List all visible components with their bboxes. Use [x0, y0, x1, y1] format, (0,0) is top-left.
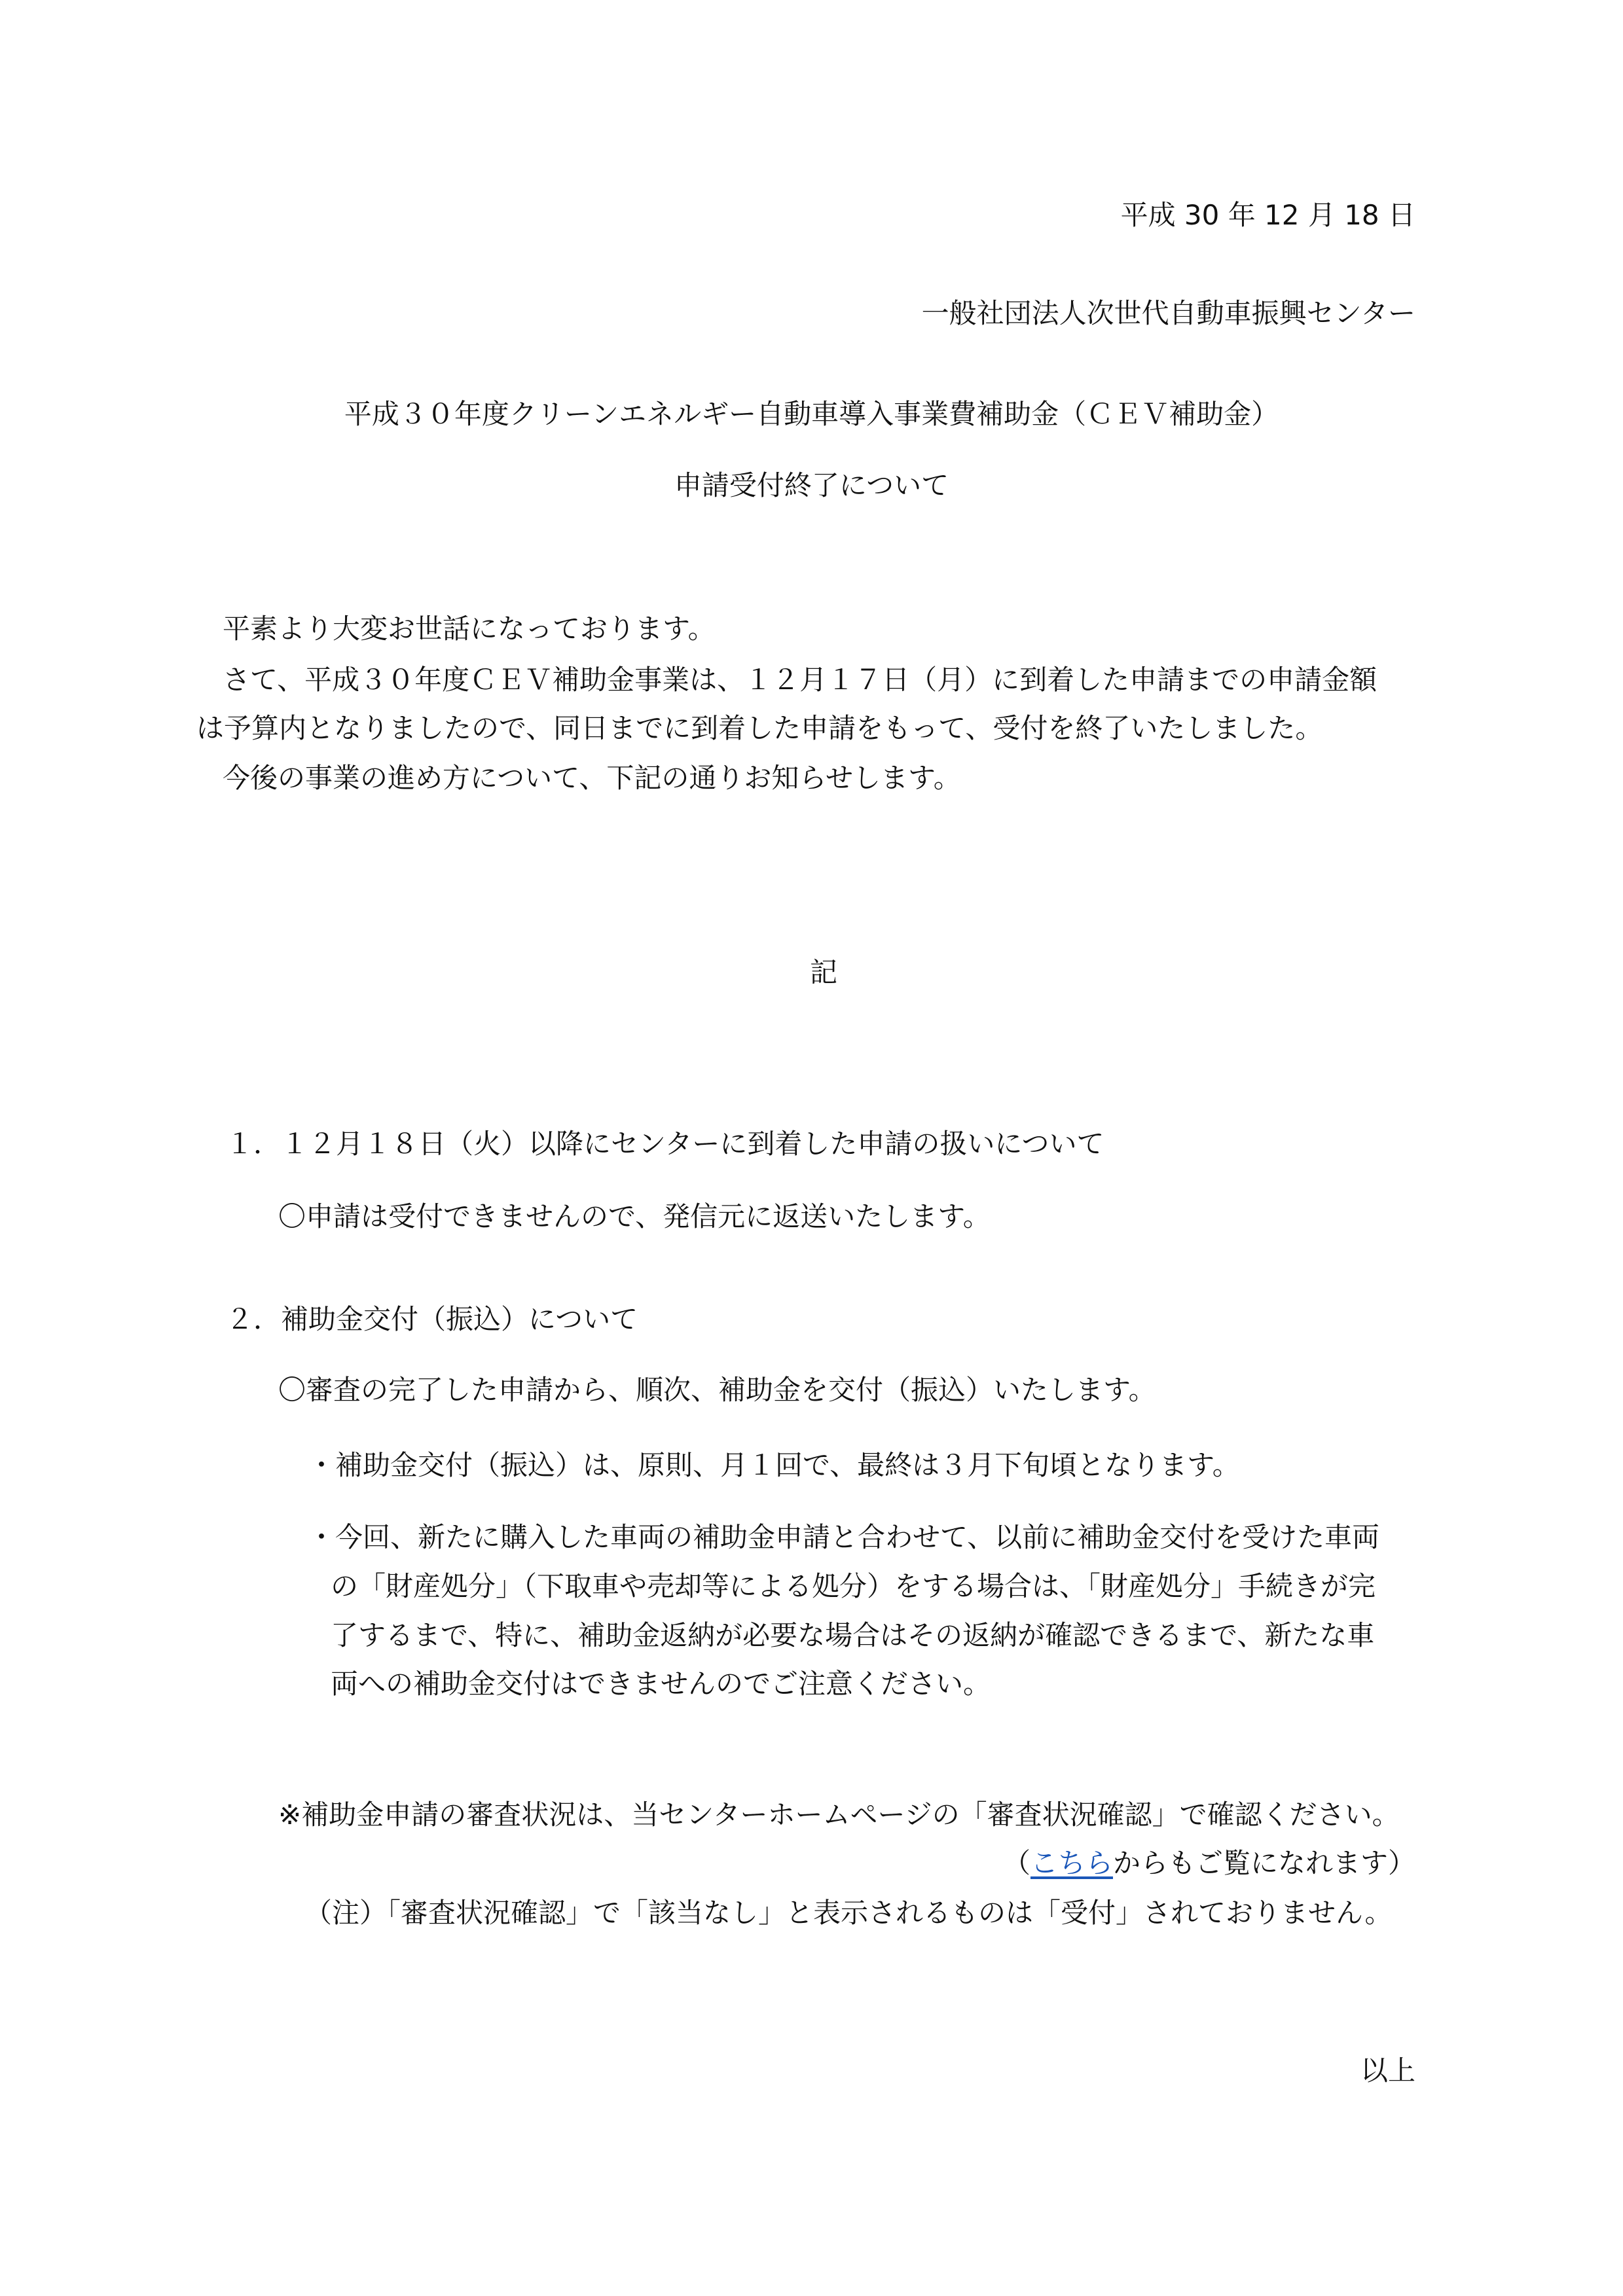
- caution-note: （注）「審査状況確認」で「該当なし」と表示されるものは「受付」されておりません。: [304, 1897, 1393, 1929]
- intro-line-3: は予算内となりましたので、同日までに到着した申請をもって、受付を終了いたしました。: [196, 712, 1323, 744]
- section2-bullet-2-line-4: 両への補助金交付はできませんのでご注意ください。: [331, 1668, 991, 1700]
- ki-marker: 記: [810, 956, 838, 988]
- link-rest-text: からもご覧になれます）: [1112, 1847, 1415, 1879]
- document-title-line1: 平成３０年度クリーンエネルギー自動車導入事業費補助金（ＣＥＶ補助金）: [344, 398, 1279, 430]
- link-line: [1002, 1847, 1415, 1879]
- link-open-paren: （: [1002, 1847, 1030, 1879]
- section2-bullet-1: ・補助金交付（振込）は、原則、月１回で、最終は３月下旬頃となります。: [308, 1449, 1240, 1481]
- document-date: 平成 30 年 12 月 18 日: [1120, 199, 1415, 231]
- section2-bullet-2-line-3: 了するまで、特に、補助金返納が必要な場合はその返納が確認できるまで、新たな車: [331, 1619, 1375, 1651]
- section2-heading: ２．補助金交付（振込）について: [226, 1303, 638, 1335]
- document-title-line2: 申請受付終了について: [674, 469, 949, 501]
- section2-bullet-2-line-2: の「財産処分」（下取車や売却等による処分）をする場合は、「財産処分」手続きが完: [331, 1570, 1376, 1602]
- review-status-note: ※補助金申請の審査状況は、当センターホームページの「審査状況確認」で確認ください。: [278, 1799, 1400, 1831]
- intro-line-4: 今後の事業の進め方について、下記の通りお知らせします。: [223, 762, 961, 794]
- kochira-link[interactable]: こちら: [1030, 1847, 1113, 1879]
- section2-body: 〇審査の完了した申請から、順次、補助金を交付（振込）いたします。: [278, 1374, 1156, 1406]
- intro-line-2: さて、平成３０年度ＣＥＶ補助金事業は、１２月１７日（月）に到着した申請までの申請金額: [223, 664, 1377, 696]
- section1-body: 〇申請は受付できませんので、発信元に返送いたします。: [278, 1200, 991, 1232]
- section2-bullet-2-line-1: ・今回、新たに購入した車両の補助金申請と合わせて、以前に補助金交付を受けた車両: [308, 1521, 1380, 1553]
- closing-ijou: 以上: [1360, 2054, 1415, 2087]
- section1-heading: １．１２月１８日（火）以降にセンターに到着した申請の扱いについて: [226, 1128, 1104, 1160]
- intro-line-1: 平素より大変お世話になっております。: [223, 613, 716, 645]
- issuing-organization: 一般社団法人次世代自動車振興センター: [921, 297, 1415, 329]
